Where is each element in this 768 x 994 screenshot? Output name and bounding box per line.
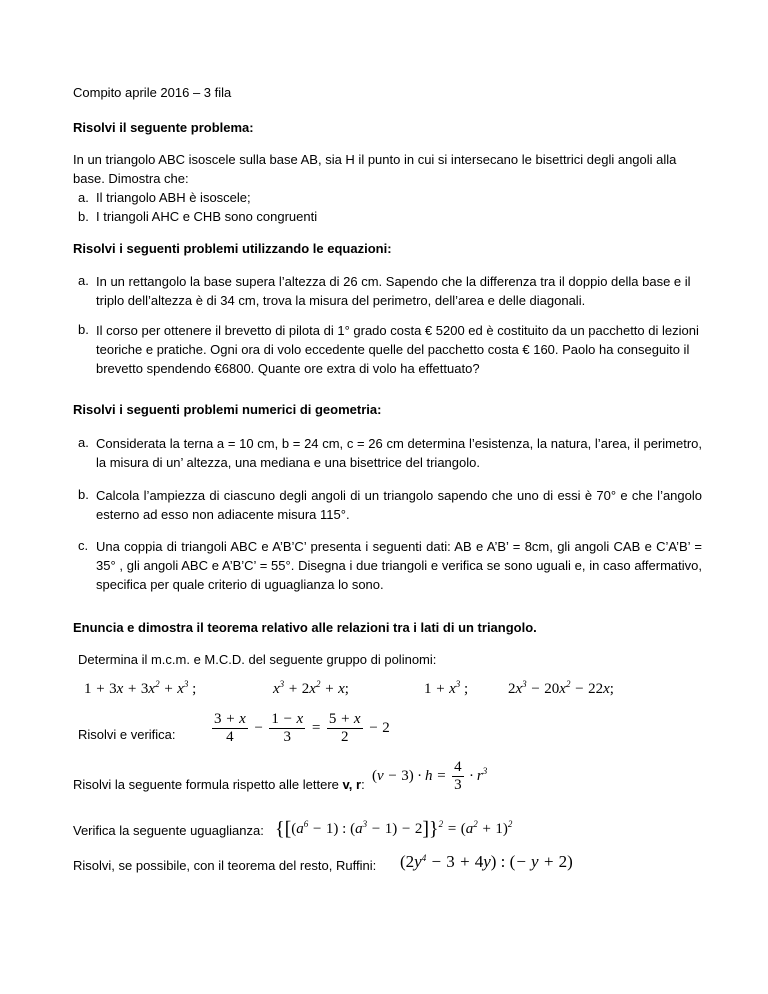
section4-heading: Enuncia e dimostra il teorema relativo alle relazioni tra i lati di un triangolo. xyxy=(73,620,537,635)
ruffini-prompt: Risolvi, se possibile, con il teorema del resto, Ruffini: xyxy=(73,858,377,873)
item-label: a. xyxy=(78,273,89,288)
formula: (v − 3) · h = $\frac{4}{3}$ · $r^3$ xyxy=(372,759,488,793)
polynomial-4: $2x^3 - 20x^2 - 22x$; xyxy=(508,679,614,697)
identity-prompt: Verifica la seguente uguaglianza: xyxy=(73,823,264,838)
section1-intro-line1: In un triangolo ABC isoscele sulla base AB, sia H il punto in cui si intersecano le bisettrici degli angoli alla xyxy=(73,152,677,167)
section1-item-a xyxy=(78,189,698,209)
section1-item-b xyxy=(78,208,698,228)
identity-expression: {[$(a^6 - 1)$ : $(a^3 - 1) - 2]\}^2 = (a^2 + 1)^2$ xyxy=(275,818,513,840)
mcm-prompt: Determina il m.c.m. e M.C.D. del seguente gruppo di polinomi: xyxy=(78,652,437,667)
section3-item-a xyxy=(78,434,700,474)
document-header: Compito aprile 2016 – 3 fila xyxy=(73,85,232,100)
item-text: Considerata la terna a = 10 cm, b = 24 cm, c = 26 cm determina l’esistenza, la natura, l’area, il perimetro, la misura di un’ altezza, una mediana e una bisettrice del triangolo. xyxy=(96,436,702,470)
item-text: Il triangolo ABH è isoscele; xyxy=(96,190,251,205)
item-label: c. xyxy=(78,538,89,553)
item-text: Una coppia di triangoli ABC e A’B’C’ presenta i seguenti dati: AB e A’B’ = 8cm, gli angoli CAB e C’A’B’ = 35° , gli angoli ABC e A’B’C’ = 55°. Disegna i due triangoli e verifica se sono uguali e, in caso affermativo, specifica per quale criterio di uguaglianza lo sono. xyxy=(96,539,702,592)
section1-intro-line2: base. Dimostra che: xyxy=(73,171,189,186)
section2-item-b xyxy=(78,321,700,381)
polynomial-2: $x^3 + 2x^2 + x$; xyxy=(273,679,349,697)
item-label: b. xyxy=(78,209,89,224)
item-text: In un rettangolo la base supera l’altezza di 26 cm. Sapendo che la differenza tra il doppio della base e il triplo dell’altezza è di 34 cm, trova la misura del perimetro, dell’area e delle diagonali. xyxy=(96,274,691,308)
fraction-equation: $\frac{3 + x}{4}$ − $\frac{1 - x}{3}$ = $\frac{5 + x}{2}$ − 2 xyxy=(214,711,390,745)
section2-heading: Risolvi i seguenti problemi utilizzando le equazioni: xyxy=(73,241,392,256)
section3-item-c xyxy=(78,537,700,597)
ruffini-expression: $(2y^4 - 3 + 4y)$ : (− y + 2) xyxy=(400,852,573,871)
polynomial-1: $1 + 3x + 3x^2 + x^3$ ; xyxy=(84,679,197,697)
section1-heading: Risolvi il seguente problema: xyxy=(73,120,254,135)
item-label: a. xyxy=(78,190,89,205)
item-text: Il corso per ottenere il brevetto di pilota di 1° grado costa € 5200 ed è costituito da un pacchetto di lezioni teoriche e pratiche. Ogni ora di volo eccedente quelle del pacchetto costa € 160. Paolo ha conseguito il brevetto spendendo €6800. Quante ore extra di volo ha effettuato? xyxy=(96,323,699,376)
item-label: a. xyxy=(78,435,89,450)
solve-verify-label: Risolvi e verifica: xyxy=(78,727,176,742)
section3-item-b xyxy=(78,486,700,526)
section2-item-a xyxy=(78,272,700,312)
polynomial-3: $1 + x^3$ ; xyxy=(424,679,469,697)
item-label: b. xyxy=(78,487,89,502)
formula-prompt: Risolvi la seguente formula rispetto alle lettere v, r: xyxy=(73,777,365,792)
item-text: I triangoli AHC e CHB sono congruenti xyxy=(96,209,318,224)
item-label: b. xyxy=(78,322,89,337)
item-text: Calcola l’ampiezza di ciascuno degli angoli di un triangolo sapendo che uno di essi è 70° e che l’angolo esterno ad esso non adiacente misura 115°. xyxy=(96,488,702,522)
section3-heading: Risolvi i seguenti problemi numerici di geometria: xyxy=(73,402,382,417)
